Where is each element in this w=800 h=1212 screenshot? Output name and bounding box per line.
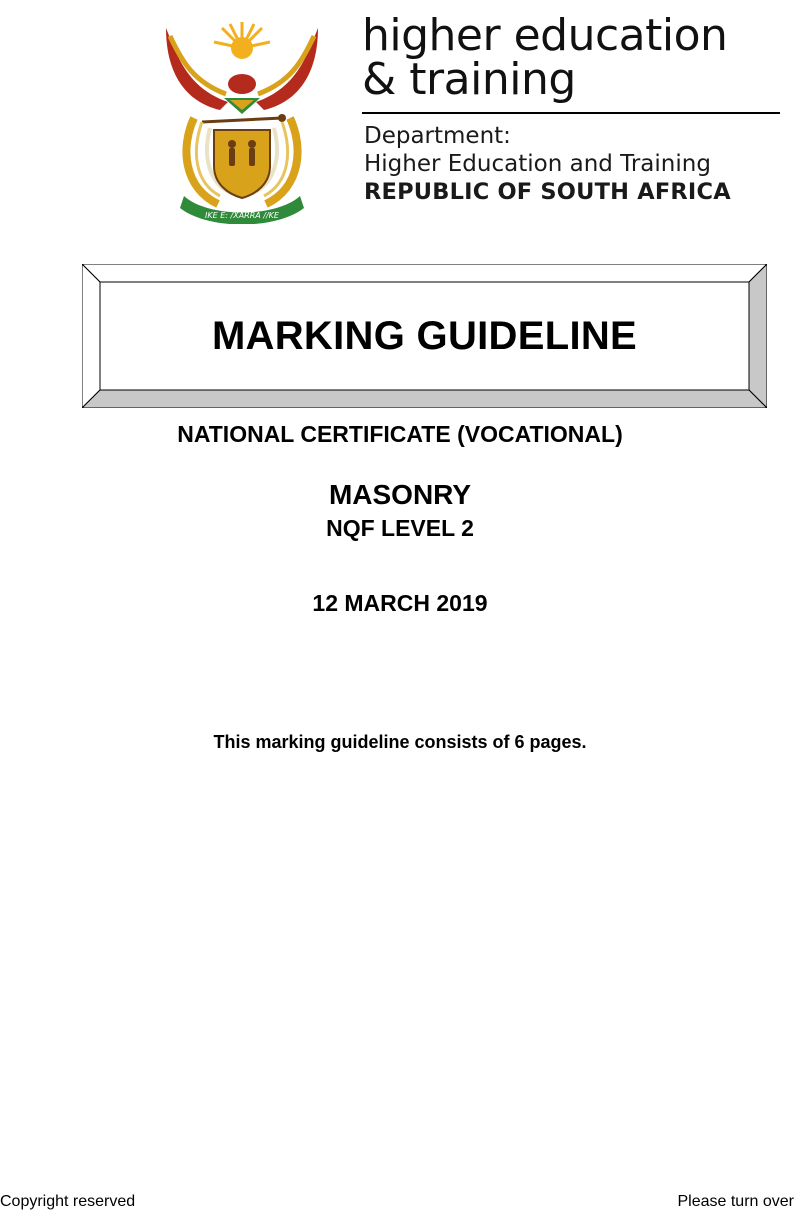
department-label: Department: bbox=[364, 123, 511, 149]
brand-line-2: & training bbox=[362, 54, 576, 105]
turn-over-footer: Please turn over bbox=[677, 1193, 794, 1210]
brand-divider bbox=[362, 112, 780, 114]
title-frame bbox=[82, 264, 767, 408]
brand-line-1: higher education bbox=[362, 10, 728, 61]
exam-date: 12 MARCH 2019 bbox=[312, 590, 488, 616]
department-name: Higher Education and Training bbox=[364, 151, 711, 177]
crest-motto: IKE E: /XARRA //KE bbox=[205, 211, 279, 220]
department-header bbox=[362, 10, 782, 205]
department-lines bbox=[364, 122, 731, 206]
crest-motto-overlay bbox=[158, 18, 326, 224]
country-name: REPUBLIC OF SOUTH AFRICA bbox=[364, 179, 731, 205]
subject-heading: MASONRY bbox=[328, 479, 472, 510]
level-heading: NQF LEVEL 2 bbox=[326, 515, 474, 541]
document-title: MARKING GUIDELINE bbox=[211, 313, 638, 358]
copyright-footer: Copyright reserved bbox=[0, 1193, 136, 1210]
certificate-heading: NATIONAL CERTIFICATE (VOCATIONAL) bbox=[177, 421, 623, 447]
page-count-note: This marking guideline consists of 6 pages. bbox=[213, 732, 587, 752]
